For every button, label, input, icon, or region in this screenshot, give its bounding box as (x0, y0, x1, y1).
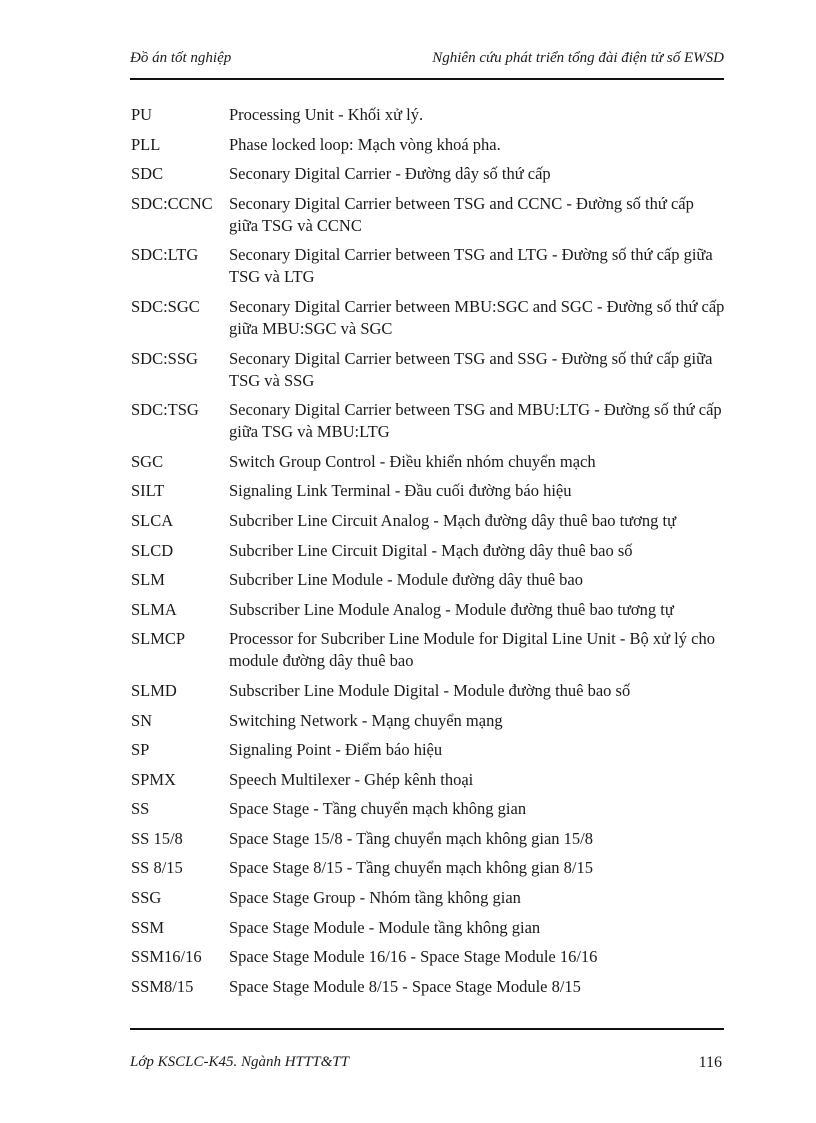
abbreviation-row (131, 348, 725, 392)
abbreviation-term: SDC:SSG (131, 348, 198, 368)
abbreviation-description: Space Stage 8/15 - Tầng chuyển mạch không gian 8/15 (229, 858, 593, 878)
abbreviation-row (131, 599, 725, 621)
abbreviation-list (131, 104, 725, 998)
abbreviation-description: Space Stage Group - Nhóm tầng không gian (229, 888, 521, 908)
header-divider (130, 78, 724, 80)
abbreviation-row (131, 710, 725, 732)
abbreviation-description: Speech Multilexer - Ghép kênh thoại (229, 769, 474, 789)
abbreviation-row (131, 540, 725, 562)
abbreviation-term: SDC:CCNC (131, 193, 213, 213)
abbreviation-row (131, 887, 725, 909)
abbreviation-row (131, 296, 725, 340)
abbreviation-description: Phase locked loop: Mạch vòng khoá pha. (229, 134, 501, 154)
abbreviation-term: SP (131, 740, 150, 760)
abbreviation-term: SS 15/8 (131, 828, 183, 848)
abbreviation-row (131, 739, 725, 761)
abbreviation-row (131, 193, 725, 237)
abbreviation-term: SLCD (131, 540, 174, 560)
abbreviation-description: Seconary Digital Carrier between TSG and MBU:LTG - Đường số thứ cấp giữa TSG và MBU:LTG (229, 400, 722, 442)
abbreviation-term: SLCA (131, 510, 174, 530)
abbreviation-term: SGC (131, 451, 164, 471)
abbreviation-description: Subscriber Line Module Digital - Module đường thuê bao số (229, 680, 631, 700)
footer-left-text: Lớp KSCLC-K45. Ngành HTTT&TT (130, 1054, 349, 1070)
abbreviation-row (131, 946, 725, 968)
abbreviation-term: SN (131, 710, 153, 730)
abbreviation-term: SDC (131, 164, 164, 184)
page-number: 116 (698, 1054, 722, 1071)
abbreviation-term: SSM16/16 (131, 947, 202, 967)
footer-divider (130, 1028, 724, 1030)
abbreviation-row (131, 163, 725, 185)
abbreviation-description: Space Stage Module 8/15 - Space Stage Module 8/15 (229, 976, 581, 996)
abbreviation-term: PLL (131, 134, 161, 154)
abbreviation-row (131, 828, 725, 850)
abbreviation-term: SLMD (131, 680, 177, 700)
abbreviation-term: PU (131, 105, 153, 124)
abbreviation-term: SPMX (131, 769, 176, 789)
abbreviation-description: Seconary Digital Carrier between TSG and LTG - Đường số thứ cấp giữa TSG và LTG (229, 245, 713, 287)
abbreviation-term: SSM8/15 (131, 976, 194, 996)
abbreviation-description: Seconary Digital Carrier between MBU:SGC and SGC - Đường số thứ cấp giữa MBU:SGC và SGC (229, 296, 725, 338)
abbreviation-term: SSG (131, 888, 162, 908)
abbreviation-term: SLMA (131, 599, 177, 619)
abbreviation-description: Processing Unit - Khối xử lý. (229, 105, 424, 124)
abbreviation-description: Space Stage Module 16/16 - Space Stage Module 16/16 (229, 947, 598, 967)
abbreviation-description: Processor for Subcriber Line Module for Digital Line Unit - Bộ xử lý cho module đường dây thuê bao (229, 629, 715, 671)
abbreviation-term: SDC:LTG (131, 245, 199, 265)
abbreviation-term: SILT (131, 481, 165, 501)
abbreviation-row (131, 244, 725, 288)
abbreviation-description: Space Stage - Tầng chuyển mạch không gian (229, 799, 527, 819)
abbreviation-description: Signaling Point - Điểm báo hiệu (229, 740, 443, 760)
abbreviation-row (131, 510, 725, 532)
abbreviation-description: Subcriber Line Circuit Digital - Mạch đường dây thuê bao số (229, 540, 633, 560)
abbreviation-description: Subscriber Line Module Analog - Module đường thuê bao tương tự (229, 599, 674, 619)
header-left-text: Đồ án tốt nghiệp (130, 50, 232, 66)
abbreviation-row (131, 134, 725, 156)
header-right-text: Nghiên cứu phát triển tổng đài điện tử số EWSD (432, 50, 724, 66)
abbreviation-row (131, 628, 725, 672)
abbreviation-description: Signaling Link Terminal - Đầu cuối đường báo hiệu (229, 481, 572, 501)
abbreviation-description: Space Stage 15/8 - Tầng chuyển mạch không gian 15/8 (229, 828, 593, 848)
abbreviation-row (131, 104, 725, 126)
page-footer (130, 1054, 724, 1078)
abbreviation-row (131, 680, 725, 702)
abbreviation-row (131, 569, 725, 591)
abbreviation-description: Seconary Digital Carrier - Đường dây số thứ cấp (229, 164, 551, 184)
abbreviation-row (131, 480, 725, 502)
abbreviation-row (131, 976, 725, 998)
abbreviation-term: SSM (131, 917, 165, 937)
abbreviation-term: SLMCP (131, 629, 186, 649)
abbreviation-row (131, 798, 725, 820)
abbreviation-term: SDC:TSG (131, 400, 199, 420)
abbreviation-row (131, 769, 725, 791)
abbreviation-description: Subcriber Line Circuit Analog - Mạch đường dây thuê bao tương tự (229, 510, 677, 530)
abbreviation-row (131, 451, 725, 473)
abbreviation-term: SS 8/15 (131, 858, 183, 878)
abbreviation-term: SDC:SGC (131, 296, 200, 316)
abbreviation-description: Switching Network - Mạng chuyển mạng (229, 710, 503, 730)
abbreviation-description: Switch Group Control - Điều khiển nhóm chuyển mạch (229, 451, 596, 471)
abbreviation-term: SLM (131, 570, 165, 590)
abbreviation-row (131, 399, 725, 443)
abbreviation-description: Subcriber Line Module - Module đường dây thuê bao (229, 570, 584, 590)
abbreviation-term: SS (131, 799, 150, 819)
abbreviation-description: Seconary Digital Carrier between TSG and CCNC - Đường số thứ cấp giữa TSG và CCNC (229, 193, 694, 235)
abbreviation-row (131, 857, 725, 879)
abbreviation-row (131, 917, 725, 939)
page-header (130, 50, 724, 76)
abbreviation-description: Space Stage Module - Module tầng không gian (229, 917, 541, 937)
abbreviation-description: Seconary Digital Carrier between TSG and SSG - Đường số thứ cấp giữa TSG và SSG (229, 348, 713, 390)
